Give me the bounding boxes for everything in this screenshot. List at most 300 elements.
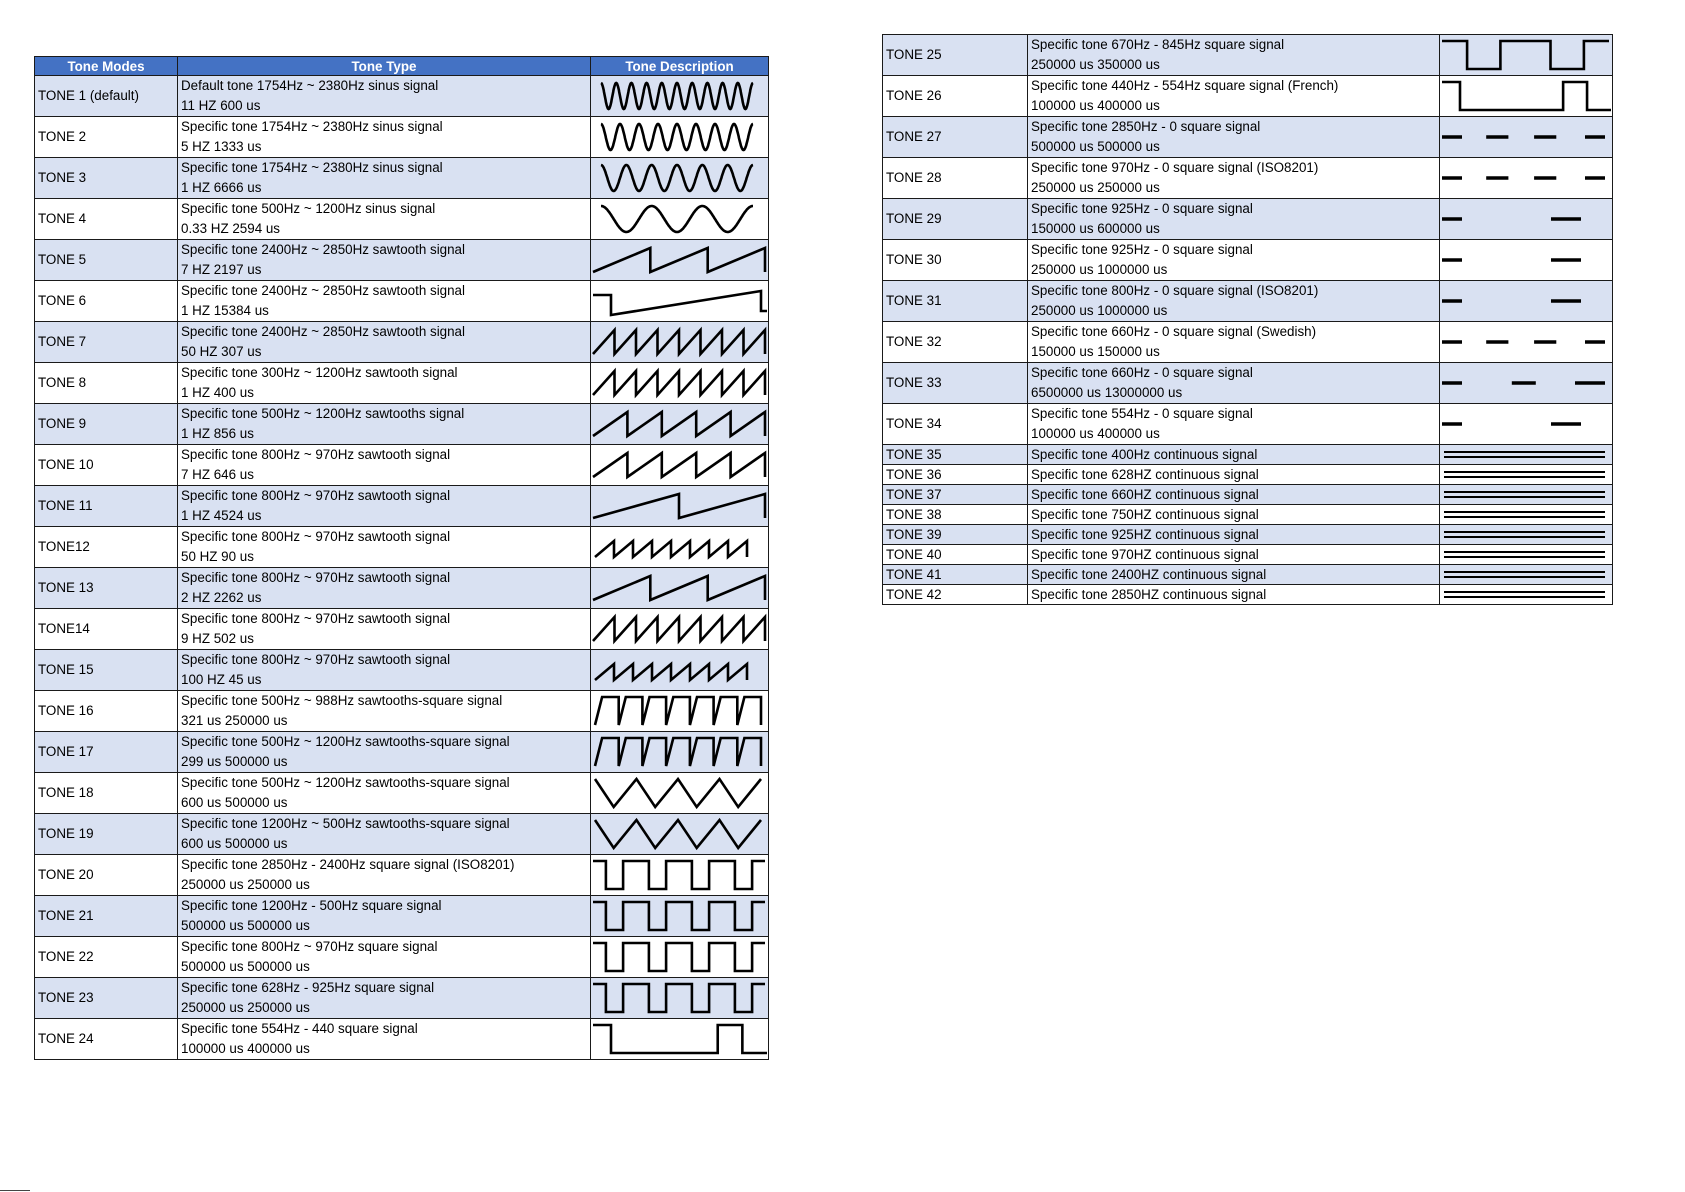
tone-mode-cell: TONE 29 — [883, 199, 1028, 240]
tone-description-cell — [1440, 240, 1613, 281]
tone-type-line2: 250000 us 250000 us — [181, 1000, 310, 1015]
tone-description-cell — [591, 609, 769, 650]
tone-description-cell — [1440, 525, 1613, 545]
tone-mode-cell: TONE 8 — [35, 363, 178, 404]
tone-type-cell — [1028, 363, 1440, 404]
tone-mode-cell: TONE 34 — [883, 404, 1028, 445]
tone-type-line1: Specific tone 800Hz ~ 970Hz sawtooth signal — [181, 529, 451, 544]
waveform-flat — [1440, 565, 1611, 584]
waveform-path — [593, 291, 767, 315]
table-row — [35, 937, 769, 978]
waveform-square-one — [1440, 76, 1611, 116]
tone-mode-cell: TONE 18 — [35, 773, 178, 814]
tone-type-cell — [178, 855, 591, 896]
tone-type-line2: 11 HZ 600 us — [181, 98, 261, 113]
waveform-path — [593, 943, 765, 971]
tone-type-line1: Specific tone 750HZ continuous signal — [1031, 506, 1259, 522]
waveform-saw-small — [591, 650, 767, 690]
tone-type-line2: 50 HZ 307 us — [181, 344, 262, 359]
tone-type-line1: Specific tone 800Hz ~ 970Hz sawtooth signal — [181, 570, 451, 585]
tone-type-line2: 250000 us 350000 us — [1031, 57, 1160, 72]
tone-type-line2: 7 HZ 646 us — [181, 467, 254, 482]
table-row — [35, 322, 769, 363]
tone-type-line2: 100000 us 400000 us — [1031, 98, 1160, 113]
tone-type-line1: Specific tone 500Hz ~ 1200Hz sinus signal — [181, 201, 436, 216]
tone-type-cell — [178, 978, 591, 1019]
tone-mode-cell: TONE 25 — [883, 35, 1028, 76]
tone-description-cell — [591, 732, 769, 773]
tone-description-cell — [1440, 117, 1613, 158]
tone-type-cell — [1028, 281, 1440, 322]
waveform-square-2 — [1440, 35, 1611, 75]
waveform-square-4 — [591, 855, 767, 895]
table-row — [35, 691, 769, 732]
tone-mode-cell: TONE 13 — [35, 568, 178, 609]
tone-type-line1: Specific tone 660Hz - 0 square signal (Swedish) — [1031, 324, 1317, 339]
waveform-path — [595, 697, 761, 725]
tone-type-cell — [178, 568, 591, 609]
tone-type-line2: 100000 us 400000 us — [1031, 426, 1160, 441]
table-row — [883, 158, 1613, 199]
waveform-flat — [1440, 465, 1611, 484]
waveform-saw-8 — [591, 322, 767, 362]
table-row — [883, 281, 1613, 322]
tone-type-line1: Specific tone 660Hz - 0 square signal — [1031, 365, 1253, 380]
tone-type-cell — [178, 486, 591, 527]
waveform-path — [593, 412, 765, 436]
header-tone-modes: Tone Modes — [35, 57, 178, 76]
tone-type-line1: Specific tone 2850Hz - 0 square signal — [1031, 119, 1261, 134]
tone-type-cell — [1028, 322, 1440, 363]
tone-type-cell — [178, 199, 591, 240]
tone-type-line1: Specific tone 300Hz ~ 1200Hz sawtooth signal — [181, 365, 458, 380]
tone-type-line2: 1 HZ 4524 us — [181, 508, 262, 523]
waveform-dash-2 — [1440, 199, 1611, 239]
waveform-path — [593, 861, 765, 889]
table-row — [35, 445, 769, 486]
tone-description-cell — [1440, 199, 1613, 240]
tone-type-line2: 250000 us 250000 us — [181, 877, 310, 892]
waveform-flat — [1440, 525, 1611, 544]
table-row — [883, 322, 1613, 363]
tone-mode-cell: TONE 37 — [883, 485, 1028, 505]
tone-type-line1: Specific tone 800Hz - 0 square signal (ISO8201) — [1031, 283, 1319, 298]
tone-type-cell — [1028, 158, 1440, 199]
waveform-sine-3 — [591, 199, 767, 239]
table-row — [35, 76, 769, 117]
tone-mode-cell: TONE 21 — [35, 896, 178, 937]
waveform-path — [601, 165, 753, 191]
tone-mode-cell: TONE 6 — [35, 281, 178, 322]
table-row — [35, 404, 769, 445]
waveform-path — [593, 1025, 767, 1053]
tone-mode-cell: TONE12 — [35, 527, 178, 568]
tone-type-cell — [178, 117, 591, 158]
tone-type-line1: Specific tone 2400Hz ~ 2850Hz sawtooth signal — [181, 283, 465, 298]
waveform-sawsq-4 — [591, 773, 767, 813]
tone-description-cell — [591, 322, 769, 363]
tone-mode-cell: TONE 15 — [35, 650, 178, 691]
table-row — [883, 117, 1613, 158]
table-row — [35, 240, 769, 281]
tone-type-line1: Specific tone 400Hz continuous signal — [1031, 446, 1258, 462]
tone-type-cell — [178, 240, 591, 281]
table-row — [883, 525, 1613, 545]
waveform-path — [601, 124, 753, 150]
tone-description-cell — [591, 199, 769, 240]
waveform-flat — [1440, 445, 1611, 464]
tone-type-cell — [1028, 117, 1440, 158]
waveform-saw-8 — [591, 609, 767, 649]
waveform-dash-2 — [1440, 240, 1611, 280]
table-row — [883, 565, 1613, 585]
table-row — [883, 545, 1613, 565]
tone-type-line2: 7 HZ 2197 us — [181, 262, 262, 277]
tone-mode-cell: TONE 27 — [883, 117, 1028, 158]
waveform-saw-long — [591, 281, 767, 321]
tone-type-line1: Specific tone 970HZ continuous signal — [1031, 546, 1259, 562]
waveform-square-4 — [591, 978, 767, 1018]
tone-mode-cell: TONE 16 — [35, 691, 178, 732]
tone-mode-cell: TONE 24 — [35, 1019, 178, 1060]
tone-description-cell — [1440, 35, 1613, 76]
tone-type-line2: 500000 us 500000 us — [181, 918, 310, 933]
tone-description-cell — [591, 281, 769, 322]
tone-description-cell — [591, 568, 769, 609]
waveform-path — [593, 984, 765, 1012]
tone-type-line1: Specific tone 628HZ continuous signal — [1031, 466, 1259, 482]
tone-type-cell — [1028, 445, 1440, 465]
waveform-path — [1442, 41, 1609, 69]
table-row — [35, 1019, 769, 1060]
waveform-path — [593, 330, 765, 354]
tone-description-cell — [591, 486, 769, 527]
tone-type-cell — [1028, 585, 1440, 605]
tone-description-cell — [591, 814, 769, 855]
tone-mode-cell: TONE 35 — [883, 445, 1028, 465]
tone-type-cell — [178, 281, 591, 322]
tone-type-cell — [178, 691, 591, 732]
tone-type-cell — [178, 363, 591, 404]
tone-description-cell — [1440, 445, 1613, 465]
tone-type-line1: Specific tone 1200Hz - 500Hz square signal — [181, 898, 442, 913]
tone-type-line2: 321 us 250000 us — [181, 713, 288, 728]
tone-type-line2: 5 HZ 1333 us — [181, 139, 262, 154]
waveform-saw-8 — [591, 363, 767, 403]
tone-type-line1: Specific tone 1200Hz ~ 500Hz sawtooths-square signal — [181, 816, 510, 831]
tone-type-line1: Specific tone 800Hz ~ 970Hz sawtooth signal — [181, 611, 451, 626]
tone-mode-cell: TONE 32 — [883, 322, 1028, 363]
tone-description-cell — [1440, 565, 1613, 585]
tone-type-cell — [178, 322, 591, 363]
waveform-square-4 — [591, 937, 767, 977]
tone-type-cell — [178, 773, 591, 814]
waveform-path — [593, 576, 765, 600]
table-row — [35, 527, 769, 568]
tone-mode-cell: TONE 42 — [883, 585, 1028, 605]
tone-type-cell — [178, 937, 591, 978]
waveform-flat — [1440, 545, 1611, 564]
tone-type-cell — [178, 814, 591, 855]
header-row — [35, 57, 769, 76]
tone-type-cell — [178, 609, 591, 650]
tone-description-cell — [591, 404, 769, 445]
tone-type-line2: 9 HZ 502 us — [181, 631, 254, 646]
tone-mode-cell: TONE 36 — [883, 465, 1028, 485]
tone-description-cell — [1440, 404, 1613, 445]
tone-mode-cell: TONE14 — [35, 609, 178, 650]
table-row — [35, 732, 769, 773]
table-row — [35, 773, 769, 814]
table-row — [883, 363, 1613, 404]
tone-description-cell — [1440, 585, 1613, 605]
tone-type-line1: Specific tone 1754Hz ~ 2380Hz sinus signal — [181, 160, 443, 175]
tone-description-cell — [591, 1019, 769, 1060]
tone-type-line1: Specific tone 440Hz - 554Hz square signal (French) — [1031, 78, 1339, 93]
tone-type-line1: Specific tone 2850Hz - 2400Hz square signal (ISO8201) — [181, 857, 515, 872]
tone-type-cell — [178, 445, 591, 486]
tone-description-cell — [591, 937, 769, 978]
tone-type-line1: Specific tone 800Hz ~ 970Hz sawtooth signal — [181, 488, 451, 503]
tone-description-cell — [1440, 485, 1613, 505]
waveform-path — [601, 206, 753, 232]
tone-type-cell — [1028, 35, 1440, 76]
table-row — [883, 445, 1613, 465]
tone-type-line1: Specific tone 2850HZ continuous signal — [1031, 586, 1267, 602]
tone-description-cell — [1440, 158, 1613, 199]
waveform-dash-2 — [1440, 404, 1611, 444]
tone-mode-cell: TONE 4 — [35, 199, 178, 240]
tone-description-cell — [1440, 505, 1613, 525]
tone-type-cell — [178, 732, 591, 773]
tone-mode-cell: TONE 1 (default) — [35, 76, 178, 117]
waveform-dash-3 — [1440, 363, 1611, 403]
table-row — [883, 76, 1613, 117]
tone-type-line2: 250000 us 250000 us — [1031, 180, 1160, 195]
waveform-path — [593, 494, 765, 518]
tone-type-line1: Specific tone 554Hz - 440 square signal — [181, 1021, 418, 1036]
table-row — [35, 568, 769, 609]
tone-type-line1: Specific tone 500Hz ~ 988Hz sawtooths-square signal — [181, 693, 503, 708]
tone-mode-cell: TONE 9 — [35, 404, 178, 445]
tone-type-line2: 1 HZ 400 us — [181, 385, 254, 400]
page-edge-rule — [0, 1190, 30, 1191]
tone-type-line1: Default tone 1754Hz ~ 2380Hz sinus signal — [181, 78, 439, 93]
table-row — [35, 650, 769, 691]
tone-type-line2: 2 HZ 2262 us — [181, 590, 262, 605]
tone-description-cell — [591, 240, 769, 281]
waveform-path — [593, 617, 765, 641]
tone-type-line2: 250000 us 1000000 us — [1031, 303, 1168, 318]
tone-description-cell — [591, 158, 769, 199]
tone-type-line1: Specific tone 670Hz - 845Hz square signal — [1031, 37, 1285, 52]
tone-type-line2: 299 us 500000 us — [181, 754, 288, 769]
waveform-path — [593, 902, 765, 930]
table-row — [35, 486, 769, 527]
tone-type-line1: Specific tone 554Hz - 0 square signal — [1031, 406, 1253, 421]
tone-type-line2: 600 us 500000 us — [181, 836, 288, 851]
tone-mode-cell: TONE 41 — [883, 565, 1028, 585]
waveform-square-4 — [591, 896, 767, 936]
waveform-dash-4 — [1440, 158, 1611, 198]
table-row — [35, 855, 769, 896]
tone-type-line2: 50 HZ 90 us — [181, 549, 254, 564]
tone-description-cell — [1440, 465, 1613, 485]
tone-type-cell — [178, 76, 591, 117]
tone-type-cell — [1028, 465, 1440, 485]
tone-type-line1: Specific tone 800Hz ~ 970Hz sawtooth signal — [181, 652, 451, 667]
waveform-sawsq-7 — [591, 732, 767, 772]
table-row — [35, 609, 769, 650]
waveform-saw-5 — [591, 404, 767, 444]
tone-type-line1: Specific tone 2400Hz ~ 2850Hz sawtooth signal — [181, 242, 465, 257]
waveform-sawsq-4 — [591, 814, 767, 854]
tone-mode-cell: TONE 33 — [883, 363, 1028, 404]
table-row — [883, 404, 1613, 445]
tone-mode-cell: TONE 39 — [883, 525, 1028, 545]
waveform-path — [595, 738, 761, 766]
tone-type-cell — [1028, 199, 1440, 240]
table-row — [883, 199, 1613, 240]
table-row — [35, 117, 769, 158]
tone-type-cell — [178, 650, 591, 691]
waveform-path — [593, 453, 765, 477]
waveform-path — [601, 83, 753, 109]
tone-mode-cell: TONE 23 — [35, 978, 178, 1019]
tone-description-cell — [591, 650, 769, 691]
tone-type-cell — [1028, 404, 1440, 445]
tone-type-cell — [178, 527, 591, 568]
tone-type-line1: Specific tone 1754Hz ~ 2380Hz sinus signal — [181, 119, 443, 134]
waveform-sine-6 — [591, 158, 767, 198]
tone-type-line1: Specific tone 925HZ continuous signal — [1031, 526, 1259, 542]
waveform-path — [595, 779, 761, 807]
tone-type-line1: Specific tone 500Hz ~ 1200Hz sawtooths-square signal — [181, 775, 510, 790]
tone-mode-cell: TONE 22 — [35, 937, 178, 978]
table-row — [35, 896, 769, 937]
tone-description-cell — [1440, 322, 1613, 363]
tone-type-line2: 1 HZ 15384 us — [181, 303, 269, 318]
waveform-path — [593, 371, 765, 395]
tone-description-cell — [591, 117, 769, 158]
table-row — [35, 281, 769, 322]
tone-description-cell — [1440, 281, 1613, 322]
tone-type-cell — [1028, 505, 1440, 525]
tone-description-cell — [591, 896, 769, 937]
tone-type-line2: 150000 us 150000 us — [1031, 344, 1160, 359]
tone-description-cell — [591, 445, 769, 486]
table-row — [35, 814, 769, 855]
tone-type-cell — [178, 404, 591, 445]
table-row — [883, 35, 1613, 76]
tone-type-line2: 500000 us 500000 us — [1031, 139, 1160, 154]
tone-description-cell — [591, 363, 769, 404]
tone-type-line1: Specific tone 500Hz ~ 1200Hz sawtooths-square signal — [181, 734, 510, 749]
table-row — [883, 585, 1613, 605]
tone-type-line1: Specific tone 500Hz ~ 1200Hz sawtooths signal — [181, 406, 465, 421]
tone-type-line2: 0.33 HZ 2594 us — [181, 221, 281, 236]
waveform-dash-4 — [1440, 117, 1611, 157]
waveform-sawsq-7 — [591, 691, 767, 731]
tone-type-cell — [1028, 565, 1440, 585]
tone-type-cell — [178, 896, 591, 937]
tone-type-cell — [1028, 485, 1440, 505]
table-row — [883, 485, 1613, 505]
tone-type-line1: Specific tone 925Hz - 0 square signal — [1031, 242, 1253, 257]
tone-type-line2: 500000 us 500000 us — [181, 959, 310, 974]
waveform-path — [1442, 82, 1611, 110]
tone-description-cell — [1440, 363, 1613, 404]
tone-type-cell — [1028, 76, 1440, 117]
waveform-path — [595, 541, 747, 557]
tone-mode-cell: TONE 19 — [35, 814, 178, 855]
tone-description-cell — [591, 855, 769, 896]
tone-description-cell — [1440, 76, 1613, 117]
waveform-sine-8 — [591, 117, 767, 157]
waveform-saw-small — [591, 527, 767, 567]
tone-type-line1: Specific tone 628Hz - 925Hz square signal — [181, 980, 435, 995]
tone-type-line2: 100000 us 400000 us — [181, 1041, 310, 1056]
waveform-flat — [1440, 485, 1611, 504]
table-row — [883, 240, 1613, 281]
tone-mode-cell: TONE 20 — [35, 855, 178, 896]
waveform-path — [595, 664, 747, 680]
tone-type-line2: 150000 us 600000 us — [1031, 221, 1160, 236]
tone-mode-cell: TONE 10 — [35, 445, 178, 486]
tone-mode-cell: TONE 31 — [883, 281, 1028, 322]
tone-type-cell — [1028, 545, 1440, 565]
tone-type-line1: Specific tone 925Hz - 0 square signal — [1031, 201, 1253, 216]
tone-description-cell — [591, 527, 769, 568]
tone-mode-cell: TONE 17 — [35, 732, 178, 773]
tone-type-line1: Specific tone 970Hz - 0 square signal (ISO8201) — [1031, 160, 1319, 175]
table-row — [883, 465, 1613, 485]
tone-type-line2: 6500000 us 13000000 us — [1031, 385, 1183, 400]
tone-mode-cell: TONE 2 — [35, 117, 178, 158]
waveform-flat — [1440, 505, 1611, 524]
tone-description-cell — [1440, 545, 1613, 565]
tone-type-line1: Specific tone 2400Hz ~ 2850Hz sawtooth signal — [181, 324, 465, 339]
waveform-path — [595, 820, 761, 848]
tone-type-line2: 1 HZ 6666 us — [181, 180, 262, 195]
tone-type-line2: 250000 us 1000000 us — [1031, 262, 1168, 277]
header-tone-type: Tone Type — [178, 57, 591, 76]
tone-mode-cell: TONE 3 — [35, 158, 178, 199]
waveform-sine-10 — [591, 76, 767, 116]
tone-mode-cell: TONE 26 — [883, 76, 1028, 117]
tone-table-left — [34, 56, 769, 1060]
waveform-saw-3 — [591, 568, 767, 608]
tone-mode-cell: TONE 28 — [883, 158, 1028, 199]
tone-type-cell — [1028, 525, 1440, 545]
waveform-saw-3 — [591, 240, 767, 280]
tone-mode-cell: TONE 38 — [883, 505, 1028, 525]
tone-description-cell — [591, 691, 769, 732]
tone-type-line2: 100 HZ 45 us — [181, 672, 262, 687]
table-row — [35, 363, 769, 404]
header-tone-description: Tone Description — [591, 57, 769, 76]
tone-description-cell — [591, 978, 769, 1019]
tone-mode-cell: TONE 30 — [883, 240, 1028, 281]
waveform-saw-2 — [591, 486, 767, 526]
tone-type-line2: 1 HZ 856 us — [181, 426, 254, 441]
table-row — [35, 158, 769, 199]
tone-mode-cell: TONE 11 — [35, 486, 178, 527]
tone-mode-cell: TONE 7 — [35, 322, 178, 363]
tone-table-right — [882, 34, 1613, 605]
table-row — [883, 505, 1613, 525]
tone-mode-cell: TONE 40 — [883, 545, 1028, 565]
